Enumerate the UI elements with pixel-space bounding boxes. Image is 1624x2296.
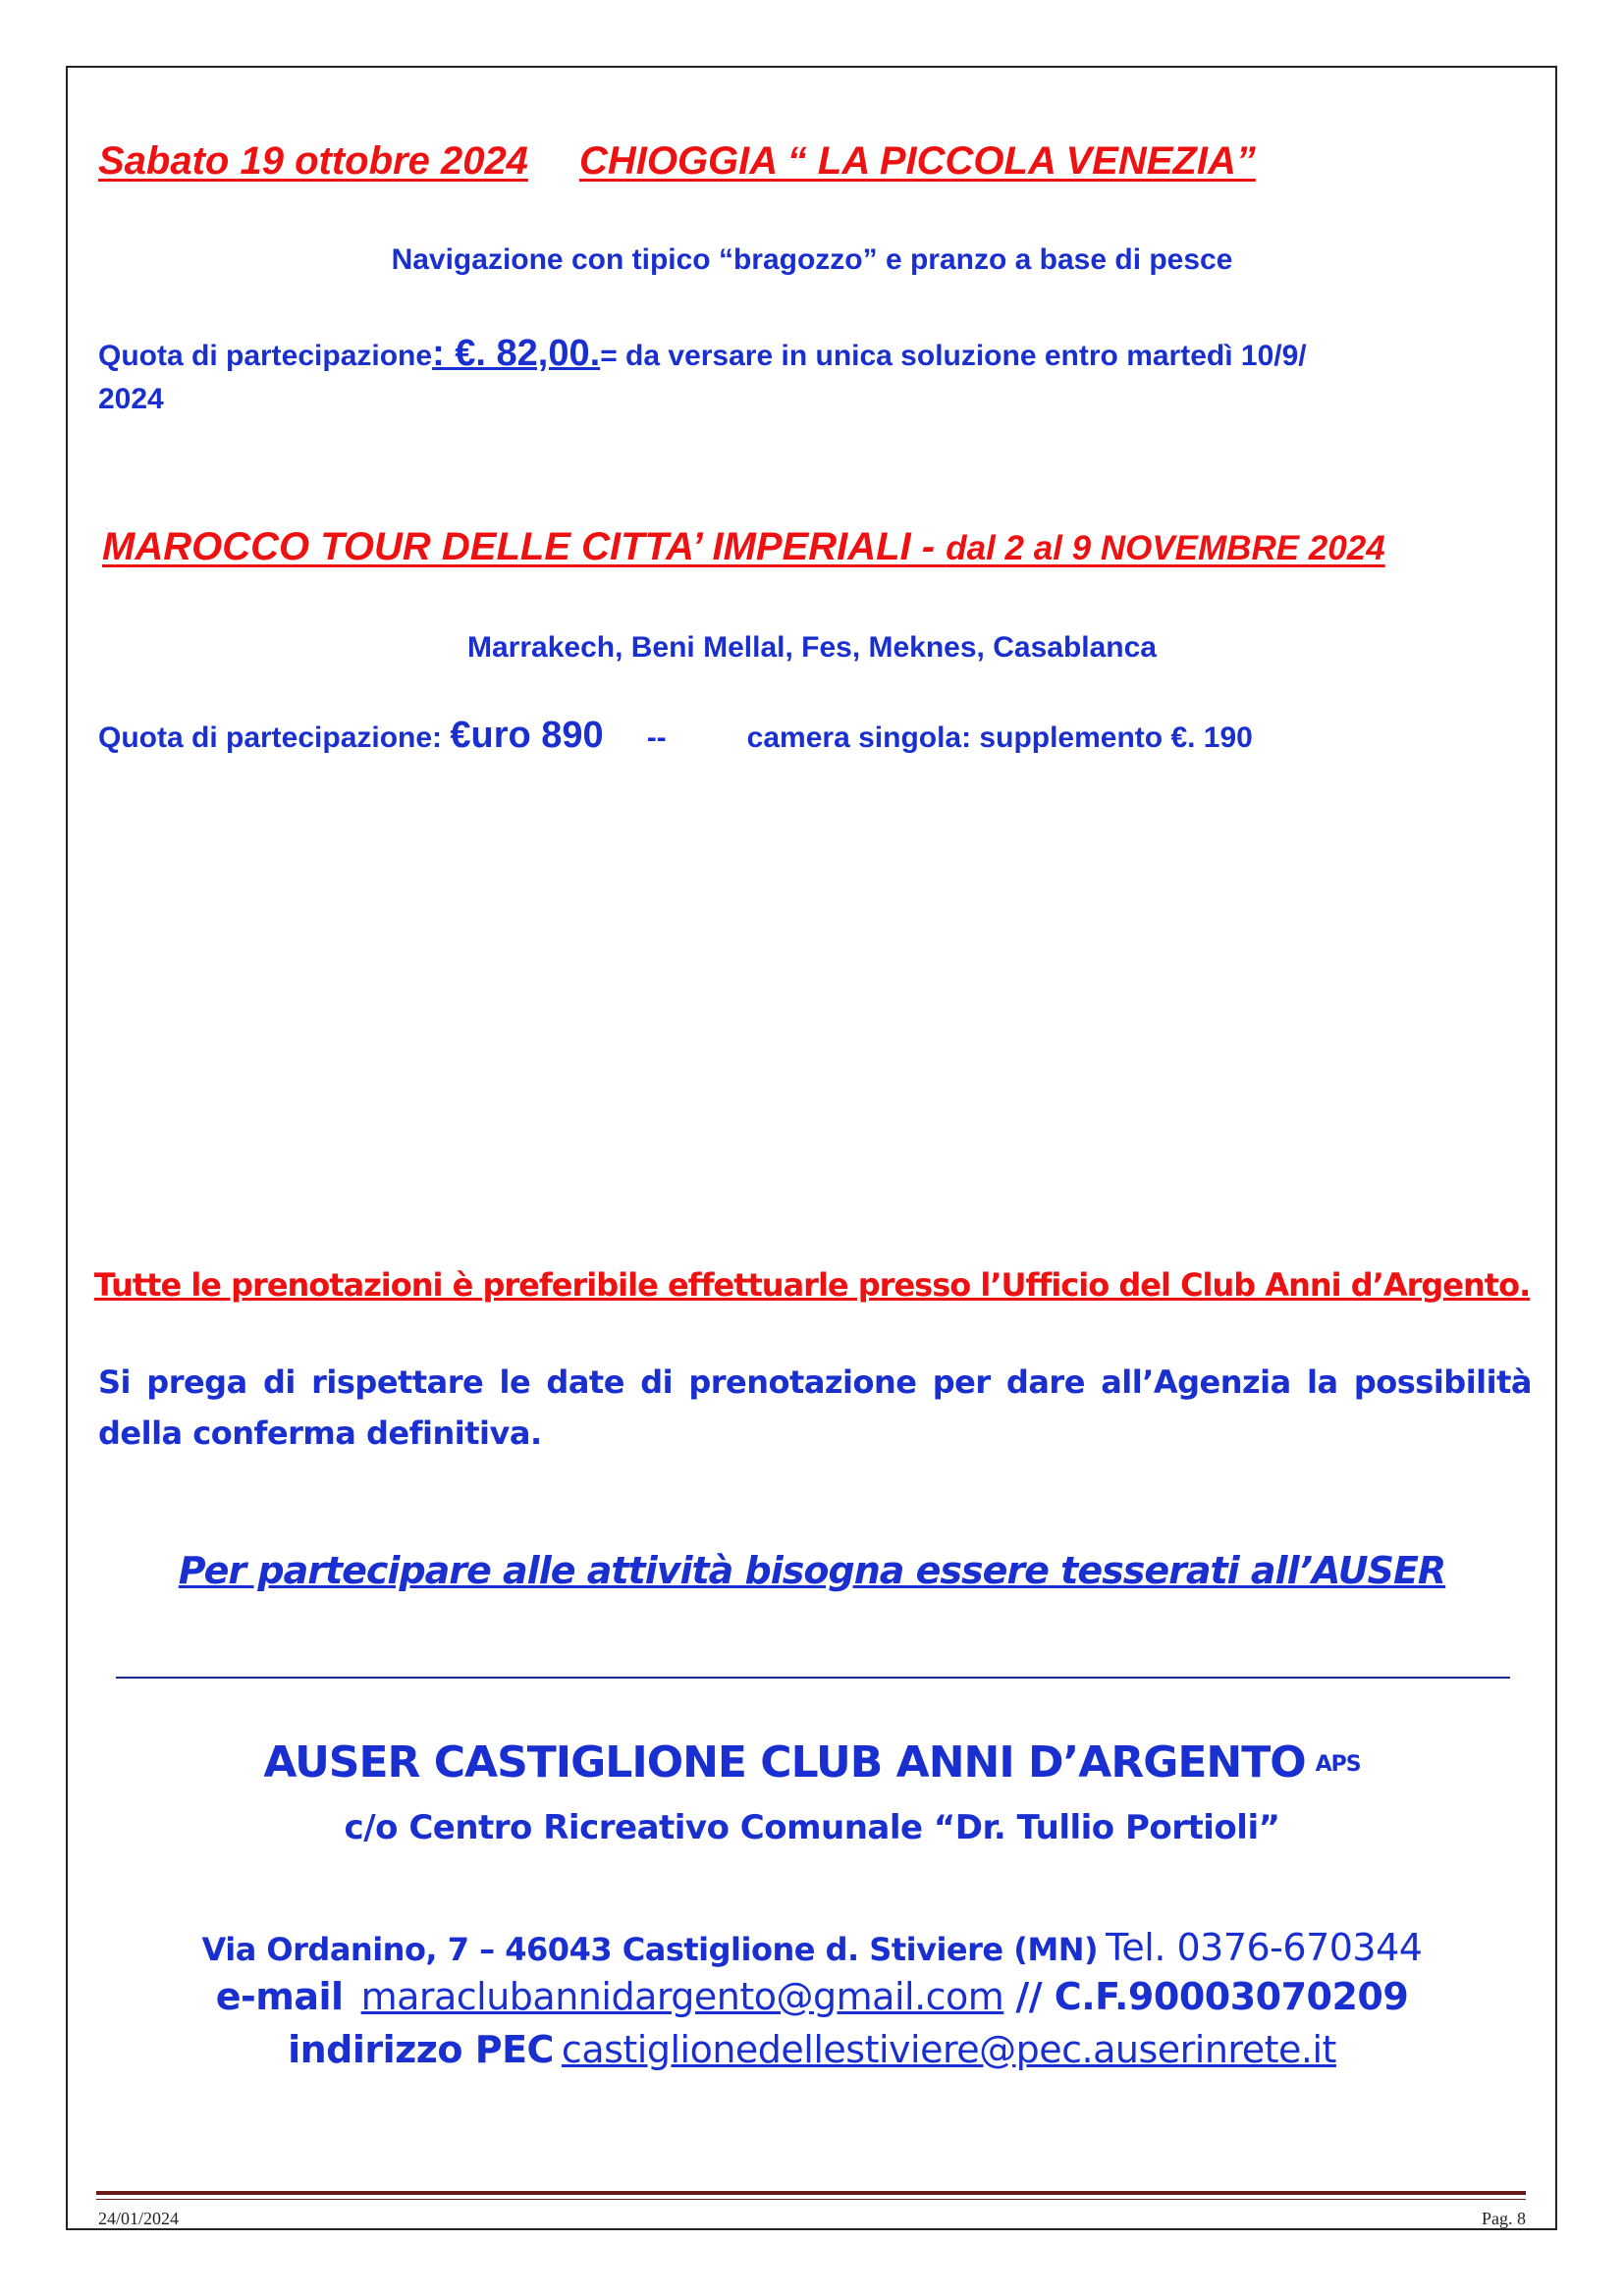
event2-dates: dal 2 al 9 NOVEMBRE 2024 xyxy=(946,529,1385,567)
event2-single-room: camera singola: supplemento €. 190 xyxy=(746,721,1253,754)
event1-date: Sabato 19 ottobre 2024 xyxy=(98,139,528,183)
event1-quota-year: 2024 xyxy=(98,383,164,415)
event1-quota xyxy=(98,332,1307,421)
email-link[interactable]: maraclubannidargento@gmail.com xyxy=(360,1975,1004,2018)
event1-place: CHIOGGIA “ LA PICCOLA VENEZIA” xyxy=(578,139,1256,183)
divider-line xyxy=(116,1677,1510,1679)
event2-separator: -- xyxy=(646,721,667,754)
org-email-line xyxy=(0,1975,1624,2018)
booking-note: Tutte le prenotazioni è preferibile effettuarle presso l’Ufficio del Club Anni d’Argento. xyxy=(93,1266,1531,1304)
org-care-of: c/o Centro Ricreativo Comunale “Dr. Tullio Portioli” xyxy=(344,1808,1280,1847)
pec-label: indirizzo PEC xyxy=(288,2028,554,2071)
email-label: e-mail xyxy=(215,1975,344,2018)
event1-subtitle: Navigazione con tipico “bragozzo” e pranzo a base di pesce xyxy=(391,243,1233,276)
org-pec-line xyxy=(0,2028,1624,2071)
event2-subtitle: Marrakech, Beni Mellal, Fes, Meknes, Casablanca xyxy=(467,631,1157,664)
footer-rule-thin xyxy=(96,2199,1526,2200)
org-address-line xyxy=(0,1926,1624,1969)
respect-dates-note: Si prega di rispettare le date di prenotazione per dare all’Agenzia la possibilità della conferma definitiva. xyxy=(98,1363,1532,1452)
event2-quota-label: Quota di partecipazione: xyxy=(98,721,451,754)
event1-quota-price: : €. 82,00. xyxy=(432,333,601,374)
org-tel: Tel. 0376-670344 xyxy=(1106,1926,1423,1969)
footer-rule-thick xyxy=(96,2191,1526,2195)
event1-quota-label: Quota di partecipazione xyxy=(98,340,433,372)
org-name-text: AUSER CASTIGLIONE CLUB ANNI D’ARGENTO xyxy=(263,1737,1306,1788)
membership-note: Per partecipare alle attività bisogna essere tesserati all’AUSER xyxy=(178,1549,1446,1592)
org-address: Via Ordanino, 7 – 46043 Castiglione d. Stiviere (MN) xyxy=(201,1931,1099,1968)
pec-link[interactable]: castiglionedellestiviere@pec.auserinrete.it xyxy=(561,2028,1336,2071)
event1-title xyxy=(98,139,1256,184)
footer-page-number: Pag. 8 xyxy=(1482,2209,1526,2228)
footer-date: 24/01/2024 xyxy=(98,2209,180,2228)
org-aps: APS xyxy=(1315,1752,1361,1777)
event2-quota xyxy=(98,715,1253,757)
org-name xyxy=(0,1737,1624,1788)
event2-title-text: MAROCCO TOUR DELLE CITTA’ IMPERIALI - xyxy=(102,525,947,568)
event1-quota-rest: = da versare in unica soluzione entro martedì 10/9/ xyxy=(600,340,1307,372)
org-cf: // C.F.90003070209 xyxy=(1015,1975,1409,2018)
event2-quota-price: €uro 890 xyxy=(450,715,604,756)
event2-title xyxy=(102,525,1385,569)
